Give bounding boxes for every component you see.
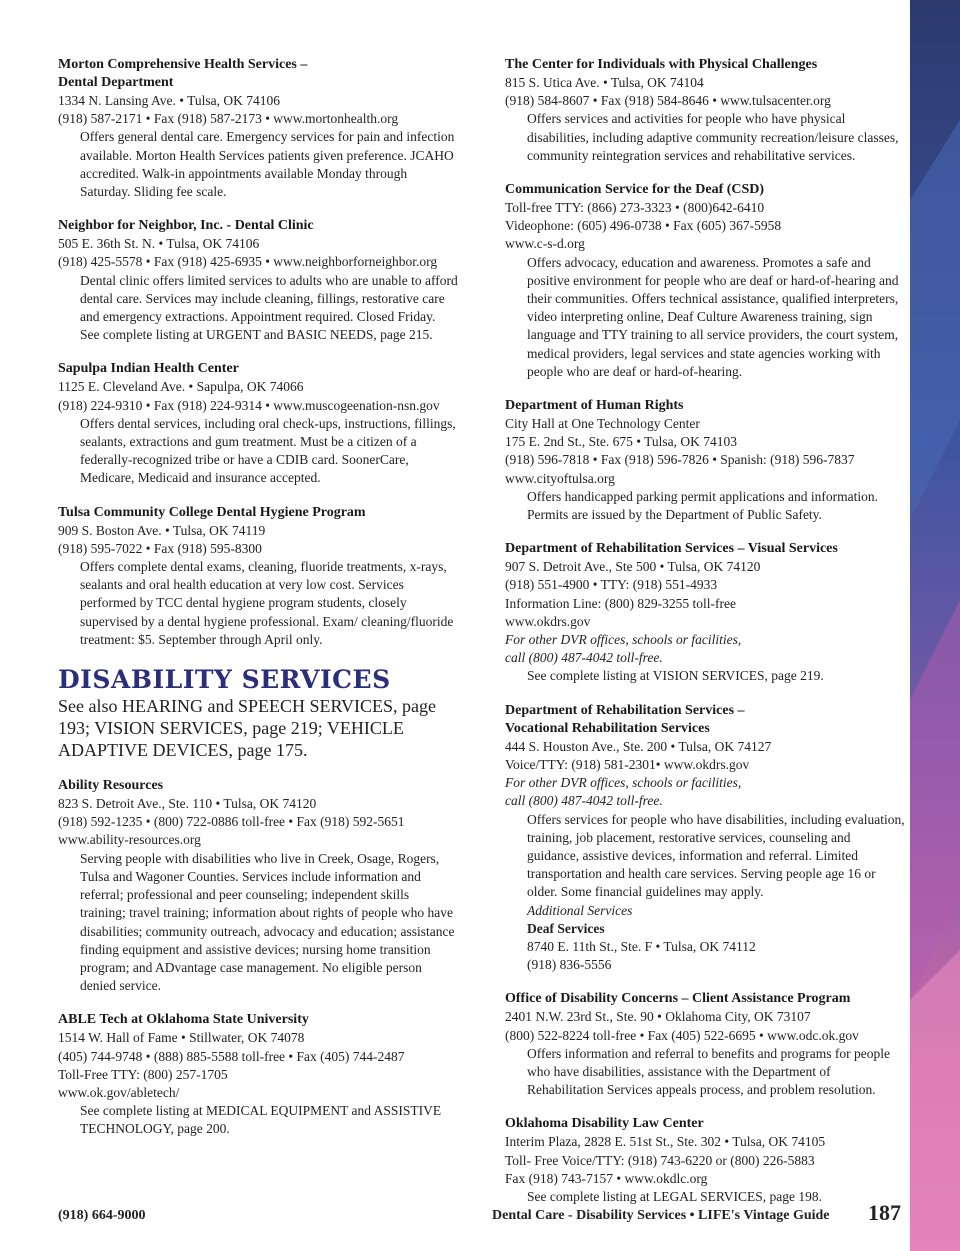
additional-service-line: (918) 836-5556 — [527, 957, 612, 973]
listing-name: Ability Resources — [58, 778, 164, 794]
listing-name: Dental Department — [58, 75, 174, 90]
footer-guide-title: Dental Care - Disability Services • LIFE's Vintage Guide — [492, 1208, 830, 1223]
listing-contact-line: www.okdrs.gov — [505, 613, 591, 629]
page-number: 187 — [868, 1200, 901, 1225]
listing-description: Offers handicapped parking permit applications and information. Permits are issued by the Department of Public Safety. — [527, 488, 879, 523]
listing-contact-line: Interim Plaza, 2828 E. 51st St., Ste. 302 • Tulsa, OK 74105 — [505, 1134, 826, 1150]
listing-entry — [58, 504, 458, 649]
listing-contact-line: 1334 N. Lansing Ave. • Tulsa, OK 74106 — [58, 93, 280, 108]
listing-entry — [58, 1011, 458, 1138]
listing-name: Oklahoma Disability Law Center — [505, 1116, 704, 1132]
listing-contact-line: 175 E. 2nd St., Ste. 675 • Tulsa, OK 74103 — [505, 434, 738, 450]
listing-entry — [505, 702, 905, 975]
listing-entry — [505, 181, 905, 381]
listing-description: Offers complete dental exams, cleaning, fluoride treatments, x-rays, sealants and oral health education at very low cost. Services performed by TCC dental hygiene program students, closely supervised by a dental hygiene professional. Exam/ cleaning/fluoride treatment: $5. September through April only. — [80, 559, 454, 647]
listing-contact-line: 444 S. Houston Ave., Ste. 200 • Tulsa, OK 74127 — [505, 738, 772, 754]
listing-contact-line: 2401 N.W. 23rd St., Ste. 90 • Oklahoma City, OK 73107 — [505, 1009, 811, 1025]
listing-entry — [505, 990, 905, 1099]
listing-entry — [58, 217, 458, 344]
listing-note-line: call (800) 487-4042 toll-free. — [505, 793, 663, 809]
listing-contact-line: Voice/TTY: (918) 581-2301• www.okdrs.gov — [505, 756, 750, 772]
listing-contact-line: www.ability-resources.org — [58, 832, 201, 848]
listing-description: Offers dental services, including oral check-ups, instructions, fillings, sealants, extractions and gum treatment. Must be a citizen of a federally-recognized tribe or have a CDIB card. SoonerCare, Medicare, Medicaid and insurance accepted. — [80, 415, 456, 486]
listing-name: Sapulpa Indian Health Center — [58, 361, 239, 377]
listing-entry — [505, 1115, 905, 1206]
listing-name: Tulsa Community College Dental Hygiene Program — [58, 504, 366, 520]
listing-contact-line: 505 E. 36th St. N. • Tulsa, OK 74106 — [58, 236, 260, 252]
left-listings-bottom — [58, 777, 458, 1138]
additional-services-label: Additional Services — [527, 902, 633, 918]
listing-description: Offers information and referral to benefits and programs for people who have disabilities, assistance with the Department of Rehabilitation Services appeals process, and problem resolution. — [527, 1045, 890, 1098]
listing-name: ABLE Tech at Oklahoma State University — [58, 1012, 309, 1028]
listing-contact-line: Videophone: (605) 496-0738 • Fax (605) 367-5958 — [505, 218, 782, 234]
listing-note-line: For other DVR offices, schools or facilities, — [505, 632, 742, 648]
listing-contact-line: Information Line: (800) 829-3255 toll-free — [505, 595, 736, 611]
listing-description: See complete listing at MEDICAL EQUIPMENT and ASSISTIVE TECHNOLOGY, page 200. — [80, 1103, 442, 1137]
section-title: DISABILITY SERVICES — [58, 665, 391, 695]
listing-name: Department of Rehabilitation Services – Visual Services — [505, 541, 838, 557]
listing-contact-line: (918) 592-1235 • (800) 722-0886 toll-free • Fax (918) 592-5651 — [58, 814, 405, 830]
additional-service-name: Deaf Services — [527, 920, 605, 936]
section-subtitle: See also HEARING and SPEECH SERVICES, page 193; VISION SERVICES, page 219; VEHICLE ADAPTIVE DEVICES, page 175. — [58, 696, 437, 761]
listing-description: Serving people with disabilities who live in Creek, Osage, Rogers, Tulsa and Wagoner Counties. Services include information and referral; professional and peer counseling; independent skills training; travel training; information about rights of people who have disabilities; community outreach, advocacy and education; assistance finding equipment and assistive devices; nursing home transition program; and ADvantage case management. No eligible person denied service. — [80, 850, 455, 994]
listing-description: Offers advocacy, education and awareness. Promotes a safe and positive environment for people who are deaf or hard-of-hearing and their communities. Offers technical assistance, qualified interpreters, video interpreting online, Deaf Culture Awareness training, sign language and TTY training to all service providers, the court system, medical providers, legal services and state agencies working with people who are deaf or hard-of-hearing. — [527, 254, 899, 379]
listing-entry — [58, 777, 458, 995]
listing-contact-line: 823 S. Detroit Ave., Ste. 110 • Tulsa, OK 74120 — [58, 796, 317, 812]
listing-entry — [505, 56, 905, 165]
footer-phone: (918) 664-9000 — [58, 1208, 146, 1223]
listing-note-line: For other DVR offices, schools or facilities, — [505, 775, 742, 791]
listing-contact-line: (918) 425-5578 • Fax (918) 425-6935 • www.neighborforneighbor.org — [58, 254, 438, 270]
listing-name: Office of Disability Concerns – Client Assistance Program — [505, 991, 851, 1007]
listing-contact-line: (918) 587-2171 • Fax (918) 587-2173 • www.mortonhealth.org — [58, 111, 399, 127]
listing-description: Offers services and activities for people who have physical disabilities, including adaptive community recreation/leisure classes, community reintegration services and rehabilitative services. — [527, 111, 899, 163]
listing-entry — [58, 360, 458, 487]
listing-contact-line: Toll-free TTY: (866) 273-3323 • (800)642-6410 — [505, 200, 765, 216]
listing-description: Offers services for people who have disabilities, including evaluation, training, job placement, restorative services, counseling and guidance, assistive devices, information and referral. Limited transportation and health care services. Serving people age 16 or older. Some financial guidelines may apply. — [527, 811, 905, 900]
listing-contact-line: City Hall at One Technology Center — [505, 416, 700, 432]
listing-contact-line: 909 S. Boston Ave. • Tulsa, OK 74119 — [58, 522, 266, 538]
listing-contact-line: (918) 596-7818 • Fax (918) 596-7826 • Spanish: (918) 596-7837 — [505, 452, 855, 468]
listing-contact-line: (918) 551-4900 • TTY: (918) 551-4933 — [505, 577, 718, 593]
listing-entry — [505, 540, 905, 685]
listing-name: Department of Rehabilitation Services – — [505, 702, 745, 718]
listing-description: See complete listing at LEGAL SERVICES, page 198. — [527, 1188, 822, 1204]
listing-contact-line: 907 S. Detroit Ave., Ste 500 • Tulsa, OK 74120 — [505, 559, 761, 575]
listing-contact-line: Toll-Free TTY: (800) 257-1705 — [58, 1066, 228, 1082]
listing-note-line: call (800) 487-4042 toll-free. — [505, 650, 663, 666]
listing-contact-line: www.ok.gov/abletech/ — [58, 1084, 180, 1100]
listing-contact-line: Toll- Free Voice/TTY: (918) 743-6220 or (800) 226-5883 — [505, 1152, 815, 1168]
listing-description: Dental clinic offers limited services to adults who are unable to afford dental care. Services may include cleaning, fillings, restorative care and emergency extractions. Appointment required. Closed Friday. See complete listing at URGENT and BASIC NEEDS, page 215. — [80, 272, 458, 343]
listing-entry — [58, 56, 458, 201]
listing-name: Neighbor for Neighbor, Inc. - Dental Clinic — [58, 218, 314, 234]
listing-contact-line: (405) 744-9748 • (888) 885-5588 toll-free • Fax (405) 744-2487 — [58, 1048, 405, 1064]
listing-contact-line: (800) 522-8224 toll-free • Fax (405) 522-6695 • www.odc.ok.gov — [505, 1027, 859, 1043]
listing-contact-line: Fax (918) 743-7157 • www.okdlc.org — [505, 1170, 708, 1186]
listing-name: Morton Comprehensive Health Services – — [58, 57, 308, 72]
listing-contact-line: www.cityoftulsa.org — [505, 470, 615, 486]
listing-contact-line: 1125 E. Cleveland Ave. • Sapulpa, OK 74066 — [58, 379, 304, 395]
listing-name: Vocational Rehabilitation Services — [505, 720, 710, 736]
listing-name: Communication Service for the Deaf (CSD) — [505, 182, 765, 198]
right-listings — [505, 56, 905, 1206]
left-column — [58, 56, 458, 1155]
listing-entry — [505, 397, 905, 524]
left-listings-top — [58, 56, 458, 649]
listing-contact-line: 815 S. Utica Ave. • Tulsa, OK 74104 — [505, 75, 704, 90]
right-column — [505, 56, 905, 1222]
listing-name: The Center for Individuals with Physical Challenges — [505, 57, 818, 72]
listing-contact-line: (918) 595-7022 • Fax (918) 595-8300 — [58, 540, 262, 556]
listing-contact-line: www.c-s-d.org — [505, 236, 585, 252]
additional-service-line: 8740 E. 11th St., Ste. F • Tulsa, OK 74112 — [527, 938, 756, 954]
decorative-side-band — [910, 0, 960, 1251]
listing-description: Offers general dental care. Emergency services for pain and infection available. Morton Health Services patients given preference. JCAHO accredited. Walk-in appointments available Monday through Saturday. Sliding fee scale. — [80, 129, 455, 200]
listing-description: See complete listing at VISION SERVICES, page 219. — [527, 668, 824, 684]
listing-contact-line: (918) 584-8607 • Fax (918) 584-8646 • www.tulsacenter.org — [505, 93, 831, 109]
listing-contact-line: 1514 W. Hall of Fame • Stillwater, OK 74078 — [58, 1030, 305, 1046]
listing-contact-line: (918) 224-9310 • Fax (918) 224-9314 • www.muscogeenation-nsn.gov — [58, 397, 440, 413]
listing-name: Department of Human Rights — [505, 398, 684, 414]
